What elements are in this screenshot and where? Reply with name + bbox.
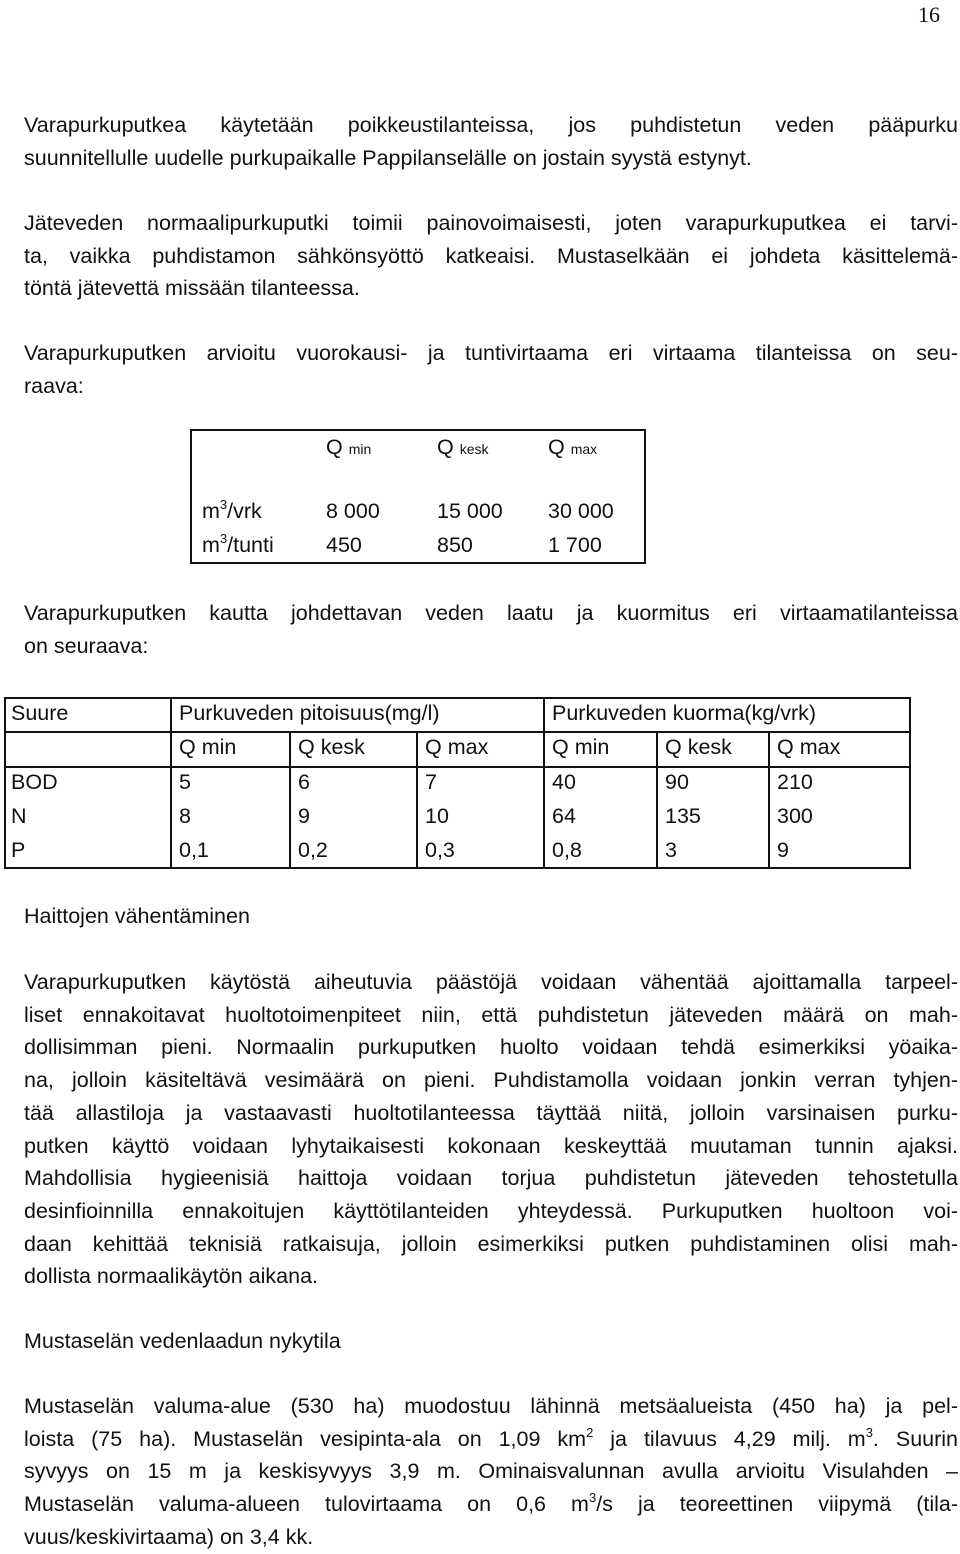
text-line: dollisimman pieni. Normaalin purkuputken huolto voidaan tehdä esimerkiksi yöaika- bbox=[24, 1035, 958, 1060]
table-cell: 6 bbox=[298, 770, 310, 794]
row-label: P bbox=[11, 838, 26, 862]
table-cell: 210 bbox=[777, 770, 813, 794]
header-q-max: Q max bbox=[548, 435, 598, 459]
table-cell: 5 bbox=[179, 770, 191, 794]
table-cell: 64 bbox=[552, 804, 576, 828]
subheader: Q max bbox=[777, 735, 841, 759]
table-border bbox=[4, 731, 911, 733]
paragraph-quality-intro bbox=[24, 597, 958, 662]
header-q-kesk: Q kesk bbox=[437, 435, 489, 459]
text-line: liset ennakoitavat huoltotoimenpiteet niin, että puhdistetun jäteveden määrä on mah- bbox=[24, 1002, 958, 1027]
table-border bbox=[4, 697, 6, 869]
table-border bbox=[4, 697, 911, 699]
text-line: Varapurkuputken arvioitu vuorokausi- ja tuntivirtaama eri virtaama tilanteissa on seu- bbox=[24, 341, 958, 365]
flow-table bbox=[190, 429, 646, 564]
text-line: töntä jätevettä missään tilanteessa. bbox=[24, 276, 360, 301]
table-cell: 3 bbox=[665, 838, 677, 862]
text-line: on seuraava: bbox=[24, 633, 149, 658]
table-cell: 450 bbox=[326, 533, 362, 557]
table-border bbox=[909, 697, 911, 869]
text-line: desinfioinnilla ennakoitujen käyttötilanteiden yhteydessä. Purkuputken huoltoon voi- bbox=[24, 1198, 958, 1223]
text-line: Mahdollisia hygieenisiä haittoja voidaan torjua puhdistetun jäteveden tehostetulla bbox=[24, 1166, 958, 1191]
header-load: Purkuveden kuorma(kg/vrk) bbox=[552, 701, 817, 725]
text-line: Mustaselän valuma-alue (530 ha) muodostuu lähinnä metsäalueista (450 ha) ja pel- bbox=[24, 1394, 958, 1418]
text-line: syvyys on 15 m ja keskisyvyys 3,9 m. Ominaisvalunnan avulla arvioitu Visulahden – bbox=[24, 1459, 958, 1484]
paragraph-intro bbox=[24, 109, 958, 174]
table-cell: 8 bbox=[179, 804, 191, 828]
text-line: na, jolloin käsiteltävä vesimäärä on pieni. Puhdistamolla voidaan jonkin verran tyhjen- bbox=[24, 1068, 958, 1093]
table-border bbox=[4, 867, 911, 869]
table-cell: 8 000 bbox=[326, 499, 380, 523]
text-line: Mustaselän valuma-alueen tulovirtaama on 0,6 $m^3/s$ ja teoreettinen viipymä (tila- bbox=[24, 1489, 958, 1517]
table-border bbox=[768, 732, 770, 869]
subheader: Q kesk bbox=[665, 735, 732, 759]
heading-status bbox=[24, 1325, 958, 1358]
load-table bbox=[4, 697, 911, 869]
table-cell: 0,2 bbox=[298, 838, 328, 862]
table-cell: 10 bbox=[425, 804, 449, 828]
row-unit: $m^3$/vrk bbox=[202, 496, 262, 523]
page-number: 16 bbox=[918, 2, 940, 27]
row-unit: $m^3$/tunti bbox=[202, 530, 274, 557]
header-concentration: Purkuveden pitoisuus(mg/l) bbox=[179, 701, 440, 725]
table-cell: 90 bbox=[665, 770, 689, 794]
section-heading: Haittojen vähentäminen bbox=[24, 904, 250, 928]
row-label: BOD bbox=[11, 770, 58, 794]
heading-mitigation bbox=[24, 900, 958, 933]
paragraph-status bbox=[24, 1390, 958, 1554]
paragraph-mitigation bbox=[24, 966, 958, 1293]
table-border bbox=[416, 732, 418, 869]
table-cell: 1 700 bbox=[548, 533, 602, 557]
text-line: suunnitellulle uudelle purkupaikalle Pappilanselälle on jostain syystä estynyt. bbox=[24, 145, 752, 170]
text-line: dollista normaalikäytön aikana. bbox=[24, 1264, 318, 1289]
text-line: Jäteveden normaalipurkuputki toimii painovoimaisesti, joten varapurkuputkea ei tarvi- bbox=[24, 211, 958, 235]
subheader: Q kesk bbox=[298, 735, 365, 759]
text-line: loista (75 ha). Mustaselän vesipinta-ala on 1,09 $km^2$ ja tilavuus 4,29 milj. $m^3$. Suurin bbox=[24, 1424, 958, 1451]
text-line: Varapurkuputken käytöstä aiheutuvia päästöjä voidaan vähentää ajoittamalla tarpeel- bbox=[24, 970, 958, 994]
paragraph-flow-intro bbox=[24, 337, 958, 402]
table-cell: 300 bbox=[777, 804, 813, 828]
table-cell: 0,1 bbox=[179, 838, 209, 862]
table-border bbox=[4, 766, 911, 768]
header-suure: Suure bbox=[11, 701, 69, 725]
table-border bbox=[656, 732, 658, 869]
subheader: Q min bbox=[179, 735, 237, 759]
subheader: Q max bbox=[425, 735, 489, 759]
table-border bbox=[543, 697, 545, 869]
table-cell: 9 bbox=[777, 838, 789, 862]
section-heading: Mustaselän vedenlaadun nykytila bbox=[24, 1329, 341, 1353]
table-cell: 850 bbox=[437, 533, 473, 557]
subheader: Q min bbox=[552, 735, 610, 759]
text-line: raava: bbox=[24, 373, 84, 398]
paragraph-gravity bbox=[24, 207, 958, 305]
table-cell: 9 bbox=[298, 804, 310, 828]
table-cell: 135 bbox=[665, 804, 701, 828]
table-cell: 0,3 bbox=[425, 838, 455, 862]
table-border bbox=[289, 732, 291, 869]
table-cell: 15 000 bbox=[437, 499, 503, 523]
text-line: Varapurkuputkea käytetään poikkeustilanteissa, jos puhdistetun veden pääpurku bbox=[24, 113, 958, 137]
row-label: N bbox=[11, 804, 27, 828]
table-cell: 0,8 bbox=[552, 838, 582, 862]
text-line: putken käyttö voidaan lyhytaikaisesti kokonaan keskeyttää muutaman tunnin ajaksi. bbox=[24, 1133, 958, 1158]
table-cell: 40 bbox=[552, 770, 576, 794]
text-line: vuus/keskivirtaama) on 3,4 kk. bbox=[24, 1524, 314, 1549]
text-line: daan kehittää teknisiä ratkaisuja, jolloin esimerkiksi putken puhdistaminen olisi mah- bbox=[24, 1231, 958, 1256]
text-line: Varapurkuputken kautta johdettavan veden laatu ja kuormitus eri virtaamatilanteissa bbox=[24, 601, 958, 625]
table-cell: 7 bbox=[425, 770, 437, 794]
table-border bbox=[170, 697, 172, 869]
table-cell: 30 000 bbox=[548, 499, 614, 523]
header-q-min: Q min bbox=[326, 435, 372, 459]
text-line: tää allastiloja ja vastaavasti huoltotilanteessa täyttää niitä, jolloin varsinaisen purku- bbox=[24, 1100, 958, 1125]
text-line: ta, vaikka puhdistamon sähkönsyöttö katkeaisi. Mustaselkään ei johdeta käsittelemä- bbox=[24, 243, 958, 268]
